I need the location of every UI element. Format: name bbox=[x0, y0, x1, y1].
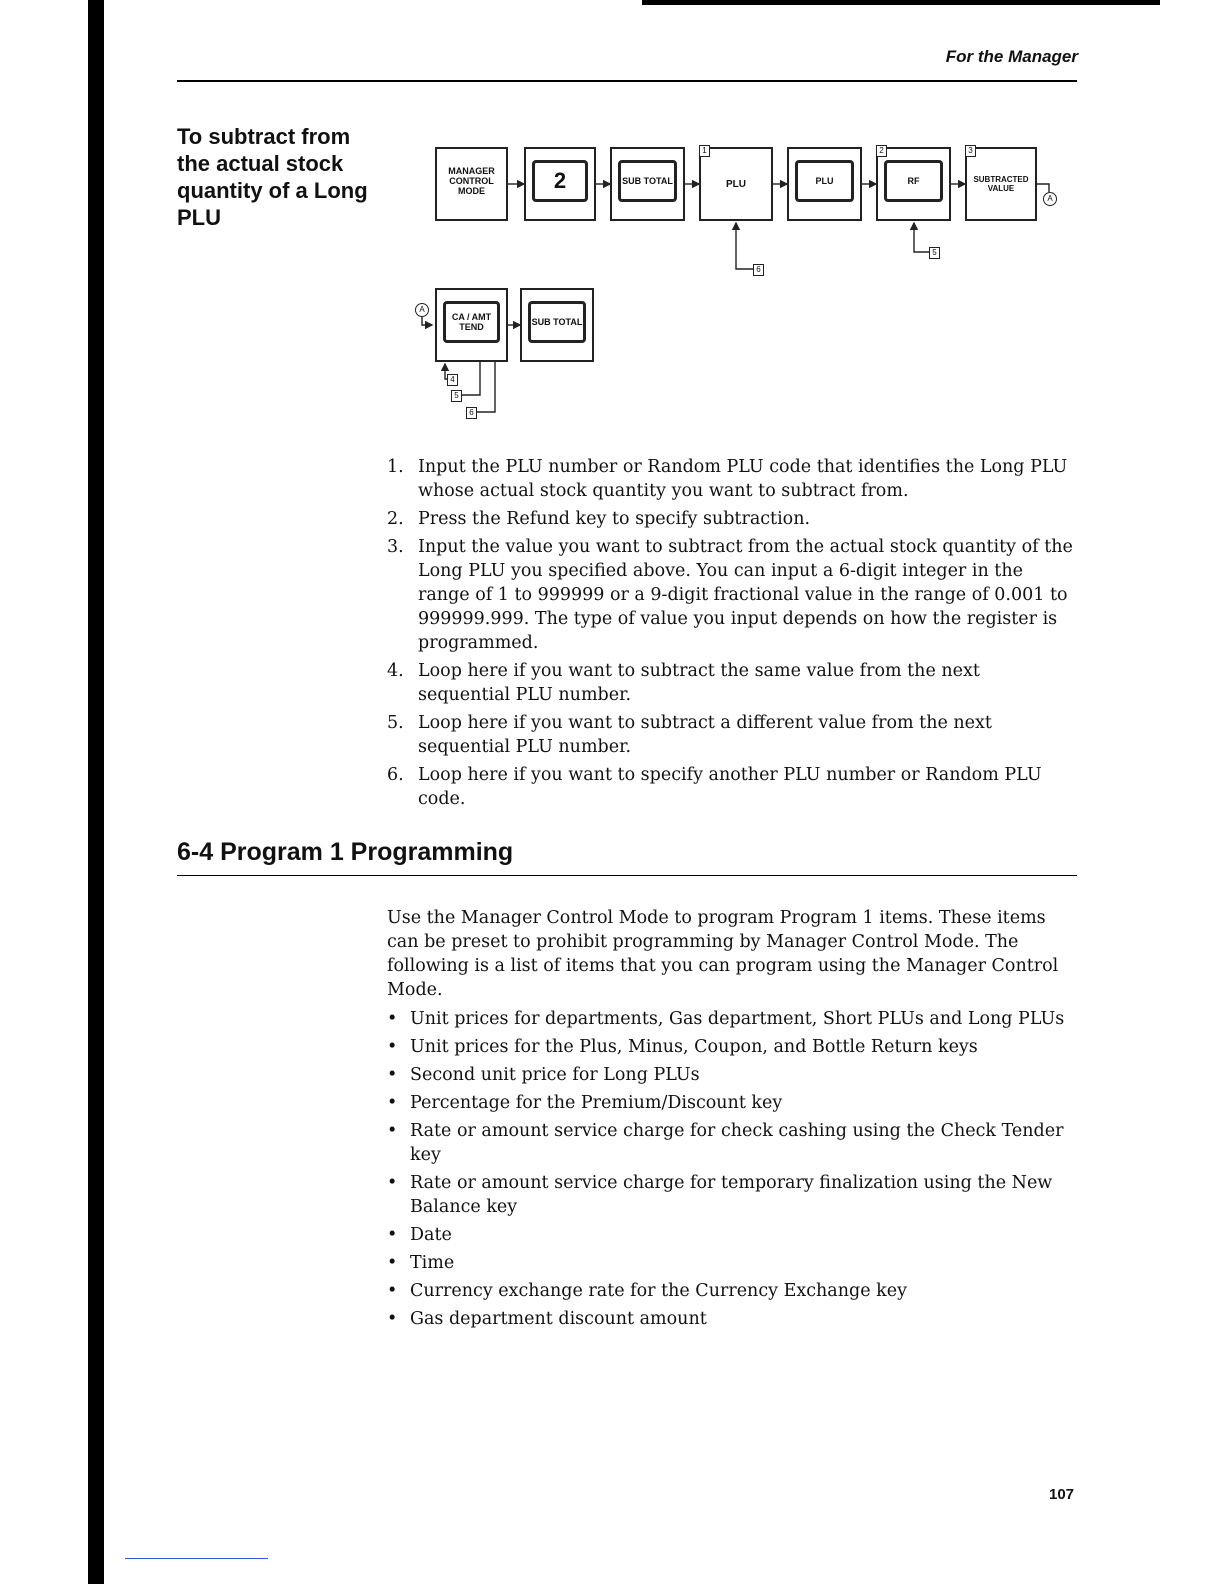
connector-a-out: A bbox=[1043, 192, 1057, 206]
list-item: 4. Loop here if you want to subtract the same value from the next sequential PLU number. bbox=[387, 661, 980, 705]
running-header: For the Manager bbox=[945, 47, 1078, 66]
ca-amt-tend-key bbox=[435, 288, 508, 362]
sub-total-label: SUB TOTAL bbox=[618, 160, 677, 202]
subtracted-value-label: SUBTRACTED VALUE bbox=[973, 175, 1029, 193]
list-item: 2. Press the Refund key to specify subtraction. bbox=[387, 509, 811, 529]
top-rule bbox=[642, 0, 1160, 5]
list-item: • Currency exchange rate for the Currency Exchange key bbox=[387, 1279, 1077, 1303]
list-item: • Time bbox=[387, 1251, 1077, 1275]
line-to-connector bbox=[1037, 184, 1049, 192]
list-item: 6. Loop here if you want to specify another PLU number or Random PLU code. bbox=[387, 765, 1042, 809]
list-item: • Unit prices for the Plus, Minus, Coupon, and Bottle Return keys bbox=[387, 1035, 1077, 1059]
page-number: 107 bbox=[1049, 1486, 1075, 1503]
sub-total-final-label: SUB TOTAL bbox=[528, 301, 586, 343]
section-rule bbox=[177, 875, 1077, 876]
section-intro: Use the Manager Control Mode to program Program 1 items. These items can be preset to prohibit programming by Manager Control Mode. The following is a list of items that you can program using the Manager Control Mode. bbox=[387, 908, 1059, 1000]
manager-control-mode-label: MANAGER CONTROL MODE bbox=[448, 166, 495, 196]
plu-loop-line bbox=[736, 223, 753, 269]
loop-marker-5: 5 bbox=[451, 390, 462, 402]
list-item: • Percentage for the Premium/Discount key bbox=[387, 1091, 1077, 1115]
number-two-key bbox=[524, 147, 596, 221]
list-item: 1. Input the PLU number or Random PLU code that identifies the Long PLU whose actual stock quantity you want to subtract from. bbox=[387, 457, 1068, 501]
step-list bbox=[387, 455, 1077, 815]
step-marker: 2 bbox=[876, 145, 887, 157]
rf-loop-marker: 5 bbox=[929, 247, 940, 259]
rf-loop-line bbox=[914, 223, 929, 252]
loop-marker-4: 4 bbox=[447, 374, 458, 386]
connector-a-in: A bbox=[415, 303, 429, 317]
plu-loop-marker: 6 bbox=[753, 264, 764, 276]
list-item: • Unit prices for departments, Gas department, Short PLUs and Long PLUs bbox=[387, 1007, 1077, 1031]
list-item: • Gas department discount amount bbox=[387, 1307, 1077, 1331]
list-item: 3. Input the value you want to subtract from the actual stock quantity of the Long PLU you specified above. You can input a 6-digit integer in the range of 1 to 999999 or a 9-digit fractional value in the range of 0.001 to 999999.999. The type of value you input depends on how the register is programmed. bbox=[387, 537, 1073, 653]
program-items-list bbox=[387, 1007, 1077, 1335]
manager-control-mode-key bbox=[435, 147, 508, 221]
rf-key bbox=[876, 147, 951, 221]
subsection-title: To subtract from the actual stock quantity of a Long PLU bbox=[177, 124, 368, 230]
loop-marker-6: 6 bbox=[466, 407, 477, 419]
list-item: • Date bbox=[387, 1223, 1077, 1247]
number-two-label: 2 bbox=[532, 160, 588, 202]
ca-amt-tend-label: CA / AMT TEND bbox=[443, 301, 500, 343]
sub-total-final-key bbox=[520, 288, 594, 362]
header-rule bbox=[177, 80, 1077, 82]
list-item: • Rate or amount service charge for check cashing using the Check Tender key bbox=[387, 1119, 1077, 1167]
subtracted-value-box bbox=[965, 147, 1037, 221]
sub-total-key bbox=[610, 147, 685, 221]
rf-key-label: RF bbox=[884, 160, 943, 202]
plu-key-label: PLU bbox=[795, 160, 854, 202]
plu-entry-box bbox=[699, 147, 773, 221]
section-title: 6-4 Program 1 Programming bbox=[177, 838, 514, 866]
list-item: 5. Loop here if you want to subtract a different value from the next sequential PLU number. bbox=[387, 713, 992, 757]
footer-line bbox=[125, 1558, 268, 1559]
list-item: • Rate or amount service charge for temporary finalization using the New Balance key bbox=[387, 1171, 1077, 1219]
step-marker: 3 bbox=[965, 145, 976, 157]
list-item: • Second unit price for Long PLUs bbox=[387, 1063, 1077, 1087]
step-marker: 1 bbox=[699, 145, 710, 157]
page-binding-edge bbox=[88, 0, 104, 1584]
loop-5-line bbox=[462, 361, 480, 395]
plu-key bbox=[787, 147, 862, 221]
plu-entry-label: PLU bbox=[726, 178, 746, 190]
